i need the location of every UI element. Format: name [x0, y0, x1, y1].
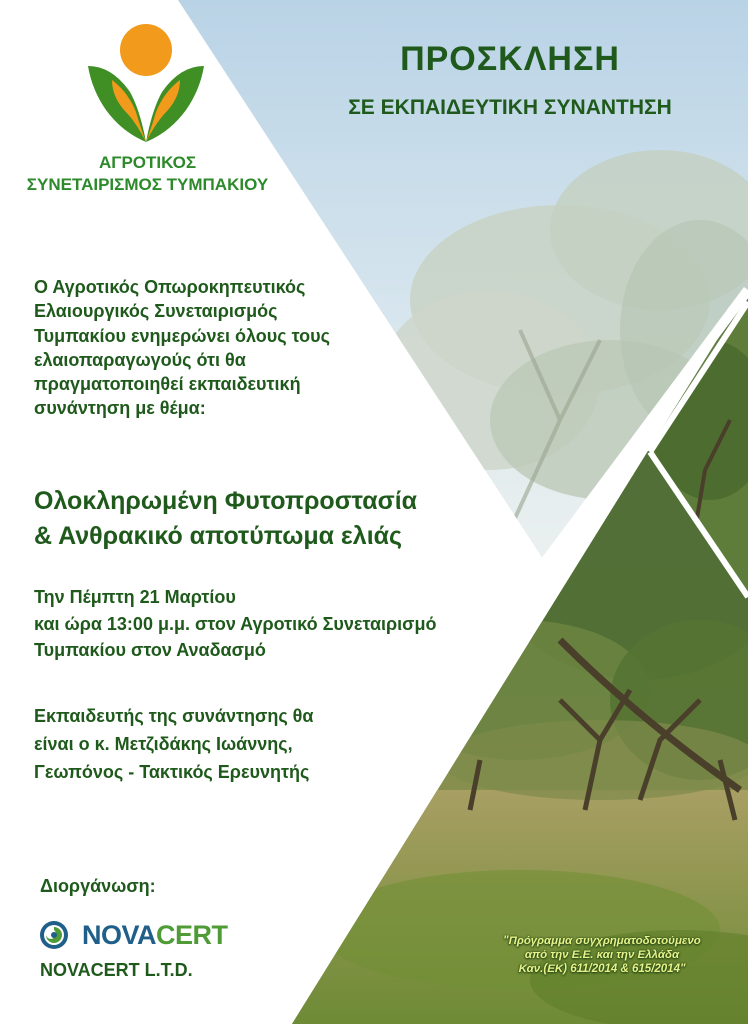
datetime-line: Τυμπακίου στον Αναδασμό: [34, 640, 266, 660]
meeting-topic: [34, 484, 534, 554]
funding-note-line: από την Ε.Ε. και την Ελλάδα: [524, 949, 680, 961]
funding-note-line: "Πρόγραμμα συγχρηματοδοτούμενο: [503, 935, 701, 947]
novacert-wordmark: [82, 920, 228, 950]
funding-note: [470, 934, 734, 976]
cooperative-name-line2: ΣΥΝΕΤΑΙΡΙΣΜΟΣ ΤΥΜΠΑΚΙΟΥ: [26, 175, 269, 194]
organizer-label: Διοργάνωση:: [40, 876, 156, 896]
intro-line: Ο Αγροτικός Οπωροκηπευτικός: [34, 277, 306, 297]
datetime-line: και ώρα 13:00 μ.μ. στον Αγροτικό Συνεταιρισμό: [34, 613, 437, 634]
intro-line: ελαιοπαραγωγούς ότι θα: [34, 349, 246, 370]
page-subtitle: ΣΕ ΕΚΠΑΙΔΕΥΤΙΚΗ ΣΥΝΑΝΤΗΣΗ: [348, 96, 672, 119]
wordmark-part: NOVA: [82, 920, 157, 950]
trainer-line: είναι ο κ. Μετζιδάκης Ιωάννης,: [34, 734, 293, 754]
page-title: ΠΡΟΣΚΛΗΣΗ: [400, 40, 620, 78]
cooperative-name: [0, 152, 295, 196]
intro-paragraph: [34, 275, 434, 421]
intro-line: Ελαιουργικός Συνεταιρισμός: [34, 301, 278, 322]
meeting-date-place: [34, 584, 574, 664]
novacert-logo: [38, 920, 228, 950]
trainer-info: [34, 702, 454, 786]
leaves-icon: [88, 66, 204, 142]
funding-note-line: Καν.(ΕΚ) 611/2014 & 615/2014": [518, 963, 686, 975]
cooperative-name-line1: ΑΓΡΟΤΙΚΟΣ: [98, 153, 197, 172]
topic-line: Ολοκληρωμένη Φυτοπροστασία: [34, 487, 418, 515]
intro-line: Τυμπακίου ενημερώνει όλους τους: [34, 325, 330, 346]
cooperative-logo: [82, 22, 210, 144]
swirl-icon: [38, 920, 72, 950]
datetime-line: Την Πέμπτη 21 Μαρτίου: [34, 587, 236, 607]
trainer-line: Εκπαιδευτής της συνάντησης θα: [34, 706, 314, 726]
sun-icon: [120, 24, 172, 76]
trainer-line: Γεωπόνος - Τακτικός Ερευνητής: [34, 762, 310, 782]
wordmark-part: CERT: [156, 920, 228, 950]
organizer-company: NOVACERT L.T.D.: [40, 960, 193, 980]
topic-line: & Ανθρακικό αποτύπωμα ελιάς: [34, 522, 403, 550]
intro-line: πραγματοποιηθεί εκπαιδευτική: [34, 374, 301, 395]
intro-line: συνάντηση με θέμα:: [34, 398, 206, 419]
